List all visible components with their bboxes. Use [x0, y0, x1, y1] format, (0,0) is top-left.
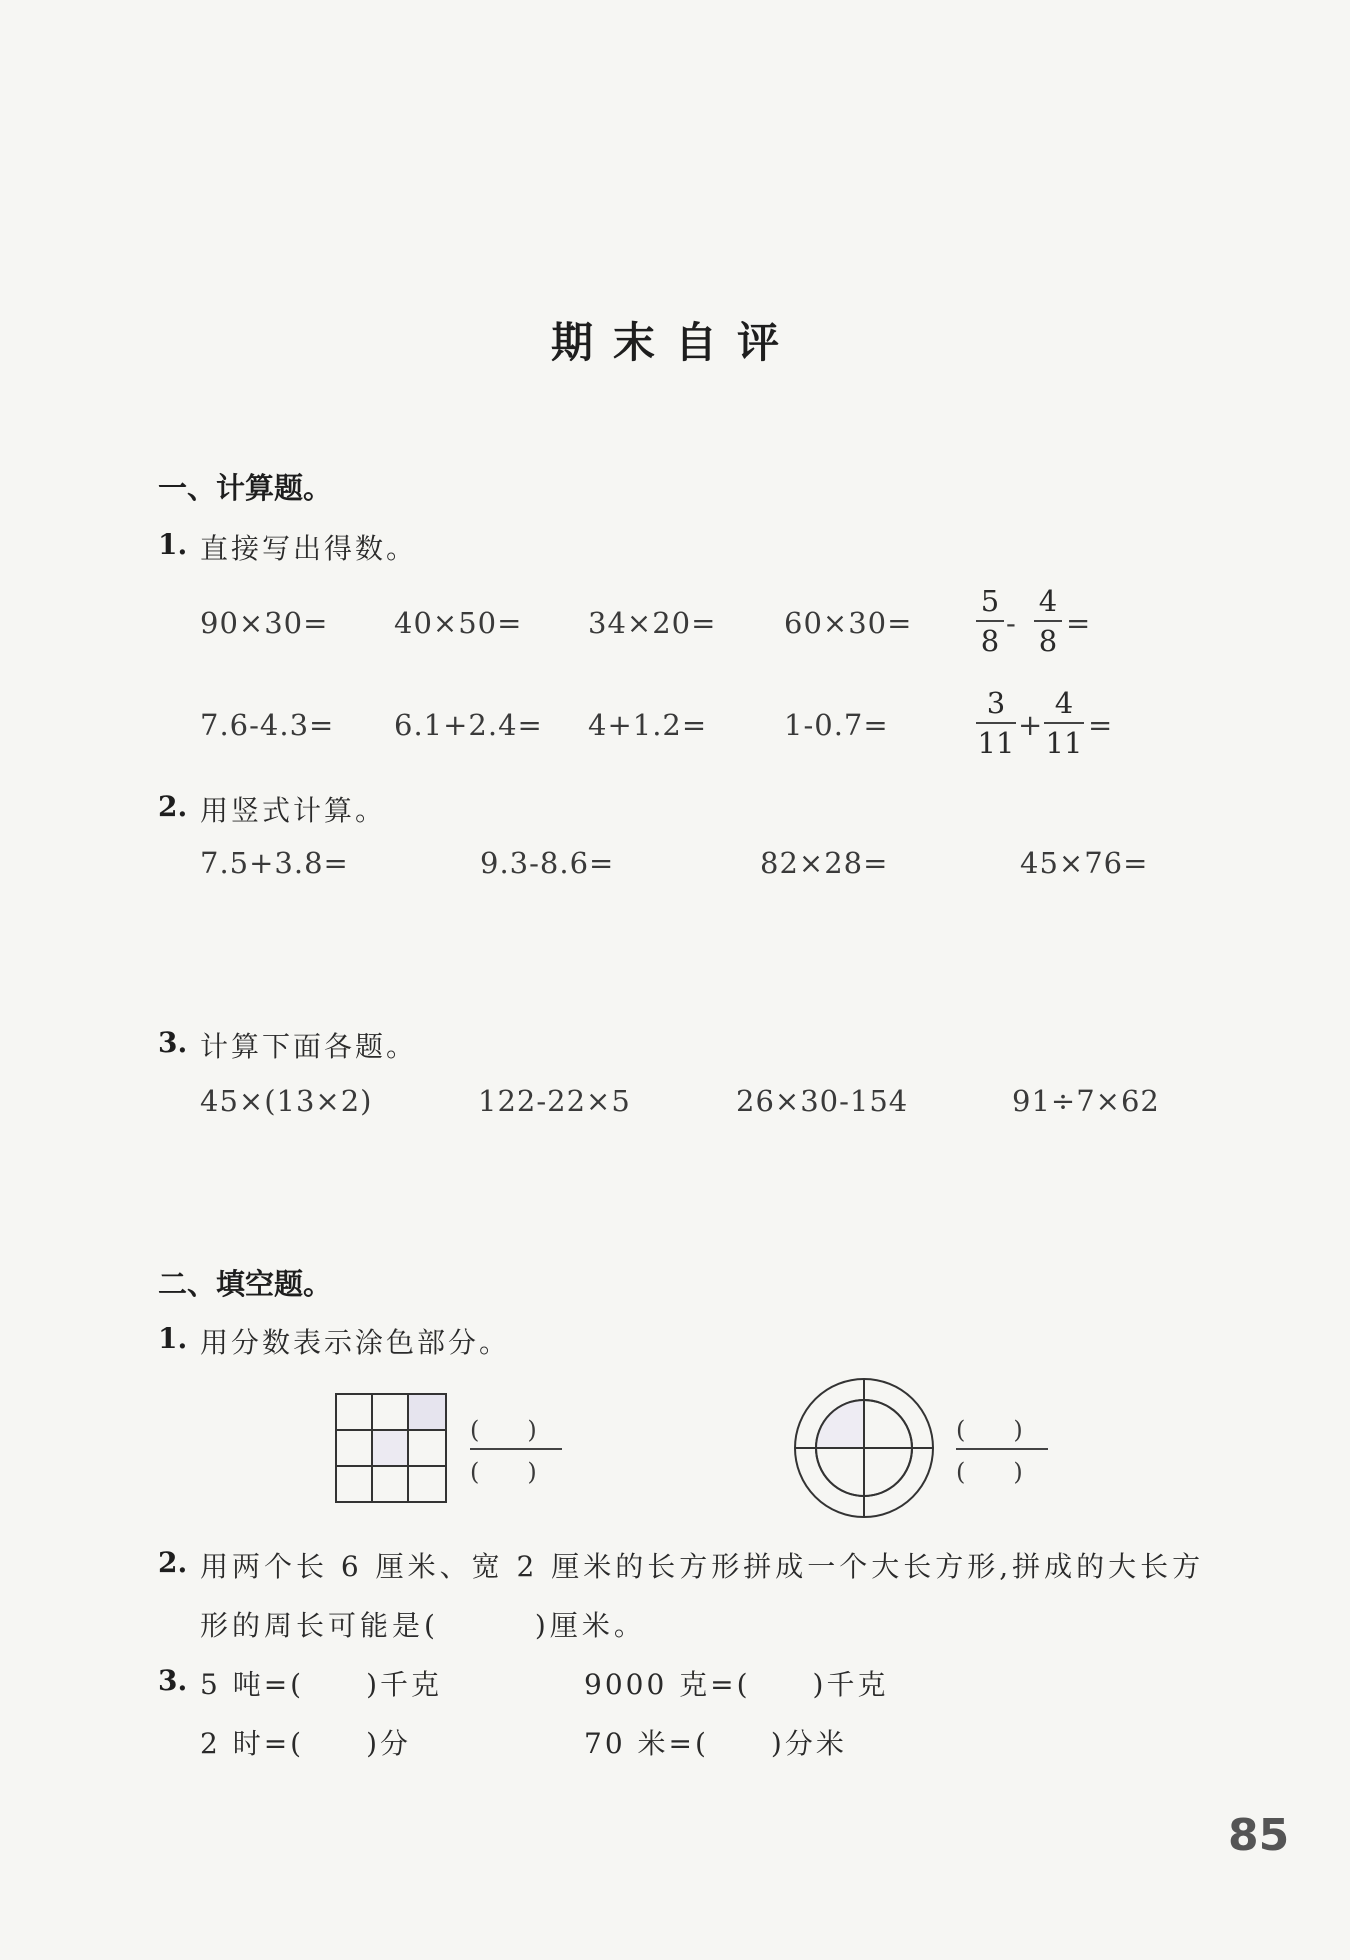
question-number: 2. — [158, 790, 188, 823]
question-text-continued: 形的周长可能是( )厘米。 — [200, 1609, 646, 1642]
oral-calc-item: 6.1+2.4= — [394, 708, 543, 742]
fraction-bar — [1034, 620, 1062, 622]
equals-sign: = — [1066, 606, 1092, 640]
fraction — [976, 686, 1016, 760]
vertical-calc-item: 9.3-8.6= — [480, 846, 615, 880]
fraction — [1034, 584, 1062, 658]
fraction — [976, 584, 1004, 658]
question-number: 1. — [158, 528, 188, 561]
operator: + — [1018, 708, 1044, 742]
denominator: 11 — [977, 726, 1015, 760]
calc-item: 26×30-154 — [736, 1084, 909, 1118]
denominator: 11 — [1045, 726, 1083, 760]
oral-calc-item: 90×30= — [200, 606, 329, 640]
calc-item: 122-22×5 — [478, 1084, 631, 1118]
unit-conversion-item: 70 米=( )分米 — [584, 1727, 847, 1760]
denominator: 8 — [1038, 624, 1058, 658]
section-heading-fill-blank: 二、填空题。 — [158, 1267, 333, 1301]
section-heading-calculation: 一、计算题。 — [158, 471, 333, 505]
fraction-blank-denominator[interactable]: ( ) — [470, 1458, 537, 1486]
fraction-bar — [956, 1448, 1048, 1450]
question-number: 3. — [158, 1664, 188, 1697]
unit-conversion-item: 2 时=( )分 — [200, 1727, 412, 1760]
numerator: 4 — [1054, 686, 1074, 720]
oral-calc-item: 4+1.2= — [588, 708, 708, 742]
oral-calc-item: 60×30= — [784, 606, 913, 640]
unit-conversion-item: 9000 克=( )千克 — [584, 1668, 889, 1701]
question-text: 用两个长 6 厘米、宽 2 厘米的长方形拼成一个大长方形,拼成的大长方 — [200, 1550, 1205, 1583]
fraction-blank-numerator[interactable]: ( ) — [470, 1416, 537, 1444]
fraction-bar — [976, 620, 1004, 622]
vertical-calc-item: 45×76= — [1020, 846, 1149, 880]
equals-sign: = — [1088, 708, 1114, 742]
fraction-bar — [976, 722, 1016, 724]
calc-item: 91÷7×62 — [1012, 1084, 1160, 1118]
question-text: 直接写出得数。 — [200, 532, 418, 565]
numerator: 4 — [1038, 584, 1058, 618]
page-title: 期末自评 — [550, 318, 799, 367]
question-number: 2. — [158, 1546, 188, 1579]
question-text: 用分数表示涂色部分。 — [200, 1326, 511, 1359]
operator: - — [1006, 606, 1017, 640]
denominator: 8 — [980, 624, 1000, 658]
question-number: 1. — [158, 1322, 188, 1355]
fraction-blank-denominator[interactable]: ( ) — [956, 1458, 1023, 1486]
oral-calc-item: 34×20= — [588, 606, 717, 640]
oral-calc-item: 1-0.7= — [784, 708, 889, 742]
oral-calc-item: 7.6-4.3= — [200, 708, 335, 742]
vertical-calc-item: 82×28= — [760, 846, 889, 880]
circle-figure — [792, 1376, 936, 1520]
unit-conversion-item: 5 吨=( )千克 — [200, 1668, 443, 1701]
fraction-bar — [1044, 722, 1084, 724]
page-number: 85 — [1228, 1810, 1290, 1861]
shaded-cell — [408, 1394, 446, 1430]
question-text: 计算下面各题。 — [200, 1030, 418, 1063]
question-text: 用竖式计算。 — [200, 794, 387, 827]
fraction-blank-numerator[interactable]: ( ) — [956, 1416, 1023, 1444]
calc-item: 45×(13×2) — [200, 1084, 373, 1118]
oral-calc-item: 40×50= — [394, 606, 523, 640]
fraction — [1044, 686, 1084, 760]
grid-figure — [334, 1392, 450, 1504]
numerator: 5 — [980, 584, 1000, 618]
vertical-calc-item: 7.5+3.8= — [200, 846, 349, 880]
question-number: 3. — [158, 1026, 188, 1059]
shaded-cell — [372, 1430, 408, 1466]
fraction-bar — [470, 1448, 562, 1450]
numerator: 3 — [986, 686, 1006, 720]
